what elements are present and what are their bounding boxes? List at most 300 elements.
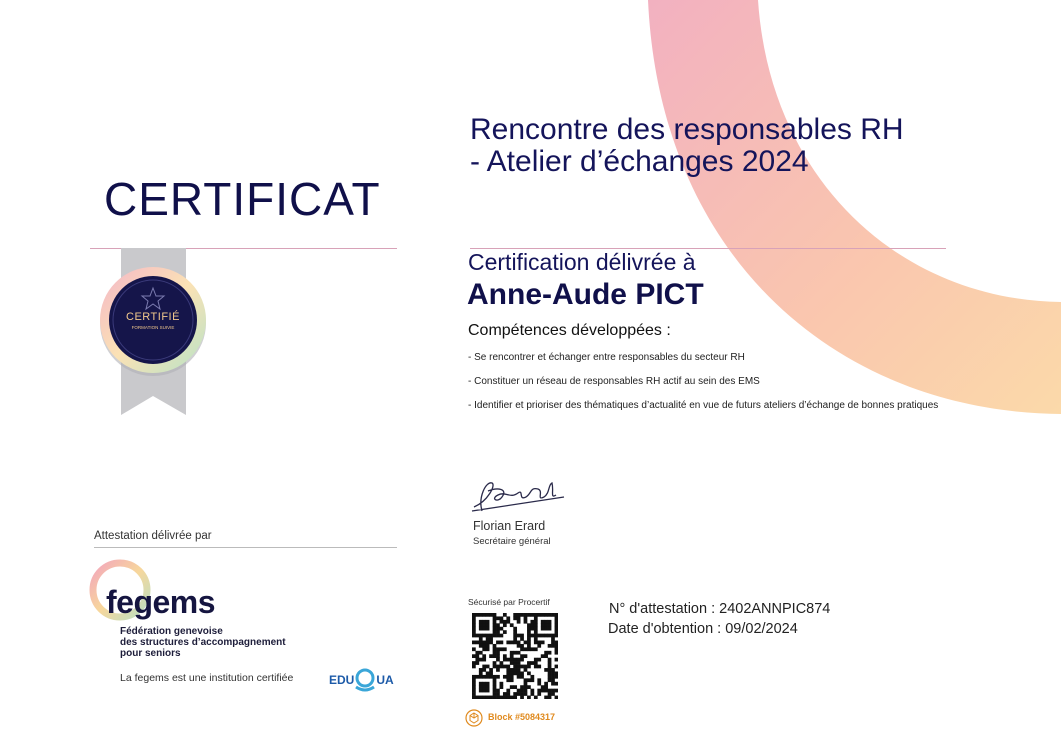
qr-module — [527, 685, 531, 689]
qr-module — [506, 641, 510, 645]
qr-module — [475, 696, 479, 699]
qr-module — [555, 696, 558, 699]
blockchain-cube-icon — [465, 709, 483, 727]
qr-module — [517, 671, 521, 675]
qr-module — [534, 627, 538, 631]
fegems-name-line: Fédération genevoise — [120, 626, 223, 637]
issuer-divider — [94, 547, 397, 548]
qr-module — [486, 620, 490, 624]
qr-module — [520, 637, 524, 641]
qr-module — [479, 634, 483, 638]
qr-module — [482, 634, 486, 638]
qr-module — [496, 668, 500, 672]
qr-module — [527, 623, 531, 627]
certificate-title: CERTIFICAT — [104, 173, 381, 225]
qr-module — [527, 671, 531, 675]
qr-module — [551, 692, 555, 696]
qr-module — [555, 689, 558, 693]
qr-module — [482, 613, 486, 617]
qr-module — [479, 627, 483, 631]
qr-module — [517, 644, 521, 648]
qr-module — [500, 696, 504, 699]
qr-module — [493, 647, 497, 651]
qr-module — [510, 668, 514, 672]
qr-module — [530, 634, 534, 638]
qr-module — [544, 654, 548, 658]
qr-module — [534, 665, 538, 669]
qr-module — [472, 692, 476, 696]
qr-module — [472, 641, 476, 645]
qr-module — [513, 634, 517, 638]
qr-module — [472, 675, 476, 679]
qr-module — [496, 641, 500, 645]
qr-module — [482, 623, 486, 627]
qr-module — [472, 696, 476, 699]
qr-module — [493, 661, 497, 665]
qr-module — [482, 685, 486, 689]
qr-module — [472, 685, 476, 689]
qr-module — [513, 616, 517, 620]
qr-module — [503, 692, 507, 696]
qr-module — [482, 644, 486, 648]
qr-module — [479, 658, 483, 662]
qr-module — [517, 689, 521, 693]
qr-module — [537, 678, 541, 682]
qr-module — [496, 623, 500, 627]
qr-module — [541, 654, 545, 658]
qr-module — [496, 658, 500, 662]
qr-module — [475, 675, 479, 679]
qr-module — [510, 654, 514, 658]
qr-module — [548, 627, 552, 631]
qr-module — [513, 613, 517, 617]
qr-module — [534, 630, 538, 634]
qr-module — [482, 627, 486, 631]
qr-module — [544, 682, 548, 686]
qr-module — [534, 620, 538, 624]
qr-module — [537, 634, 541, 638]
qr-module — [479, 641, 483, 645]
qr-module — [506, 616, 510, 620]
qr-module — [551, 668, 555, 672]
qr-module — [544, 623, 548, 627]
qr-module — [555, 623, 558, 627]
qr-module — [524, 616, 528, 620]
qr-module — [486, 613, 490, 617]
qr-module — [555, 627, 558, 631]
qr-module — [551, 637, 555, 641]
qr-module — [510, 678, 514, 682]
qr-module — [472, 616, 476, 620]
badge-label: CERTIFIÉ — [126, 311, 180, 323]
qr-module — [500, 616, 504, 620]
qr-module — [513, 630, 517, 634]
certified-badge — [95, 248, 215, 418]
qr-module — [544, 627, 548, 631]
recipient-name: Anne-Aude PICT — [467, 278, 704, 311]
qr-module — [524, 668, 528, 672]
qr-module — [527, 637, 531, 641]
qr-module — [482, 665, 486, 669]
qr-module — [544, 634, 548, 638]
qr-module — [527, 665, 531, 669]
qr-module — [503, 658, 507, 662]
qr-module — [479, 675, 483, 679]
qr-module — [496, 696, 500, 699]
qr-module — [489, 634, 493, 638]
qr-module — [506, 671, 510, 675]
qr-module — [482, 689, 486, 693]
block-number: Block #5084317 — [488, 712, 556, 722]
qr-module — [537, 658, 541, 662]
qr-module — [527, 696, 531, 699]
badge-sublabel: FORMATION SUIVIE — [131, 325, 175, 330]
qr-module — [555, 613, 558, 617]
qr-module — [472, 647, 476, 651]
secured-by-label: Sécurisé par Procertif — [468, 597, 550, 607]
qr-module — [500, 647, 504, 651]
qr-module — [548, 620, 552, 624]
qr-module — [517, 692, 521, 696]
qr-module — [551, 689, 555, 693]
skill-item: - Se rencontrer et échanger entre responsables du secteur RH — [468, 352, 745, 363]
qr-module — [475, 651, 479, 655]
qr-module — [475, 654, 479, 658]
qr-module — [555, 620, 558, 624]
qr-module — [520, 613, 524, 617]
qr-module — [503, 620, 507, 624]
qr-module — [513, 668, 517, 672]
qr-module — [489, 613, 493, 617]
qr-module — [489, 654, 493, 658]
qr-module — [493, 696, 497, 699]
qr-module — [541, 689, 545, 693]
attestation-by-label: Attestation délivrée par — [94, 530, 212, 542]
qr-module — [486, 696, 490, 699]
qr-module — [548, 692, 552, 696]
qr-module — [510, 685, 514, 689]
qr-module — [527, 647, 531, 651]
qr-module — [489, 671, 493, 675]
eduqua-q-icon — [354, 668, 376, 692]
qr-module — [486, 634, 490, 638]
qr-module — [541, 627, 545, 631]
qr-module — [496, 654, 500, 658]
qr-module — [520, 671, 524, 675]
qr-module — [496, 630, 500, 634]
qr-module — [541, 623, 545, 627]
qr-module — [493, 692, 497, 696]
qr-module — [493, 613, 497, 617]
qr-module — [506, 689, 510, 693]
qr-module — [544, 620, 548, 624]
qr-module — [500, 641, 504, 645]
qr-module — [500, 627, 504, 631]
qr-module — [493, 651, 497, 655]
signatory-name: Florian Erard — [473, 519, 546, 533]
signatory-role: Secrétaire général — [473, 536, 551, 547]
qr-module — [496, 616, 500, 620]
qr-module — [475, 634, 479, 638]
qr-module — [527, 627, 531, 631]
qr-module — [537, 644, 541, 648]
qr-module — [544, 651, 548, 655]
qr-module — [534, 696, 538, 699]
qr-module — [510, 658, 514, 662]
skill-item: - Constituer un réseau de responsables RH actif au sein des EMS — [468, 376, 760, 387]
qr-module — [555, 634, 558, 638]
qr-module — [534, 641, 538, 645]
qr-module — [493, 685, 497, 689]
qr-module — [524, 678, 528, 682]
qr-module — [527, 644, 531, 648]
qr-module — [517, 661, 521, 665]
qr-module — [534, 637, 538, 641]
qr-module — [520, 692, 524, 696]
qr-module — [486, 682, 490, 686]
qr-module — [555, 641, 558, 645]
qr-module — [517, 613, 521, 617]
qr-module — [493, 682, 497, 686]
qr-module — [472, 613, 476, 617]
qr-module — [513, 671, 517, 675]
qr-module — [527, 634, 531, 638]
qr-module — [548, 658, 552, 662]
qr-module — [520, 644, 524, 648]
course-title-line2: - Atelier d’échanges 2024 — [470, 145, 809, 178]
qr-module — [486, 641, 490, 645]
qr-module — [489, 637, 493, 641]
qr-module — [510, 661, 514, 665]
qr-module — [555, 630, 558, 634]
qr-module — [524, 685, 528, 689]
qr-module — [520, 689, 524, 693]
qr-module — [479, 613, 483, 617]
course-title — [470, 114, 950, 178]
qr-module — [555, 658, 558, 662]
qr-module — [548, 644, 552, 648]
qr-module — [520, 685, 524, 689]
qr-module — [510, 641, 514, 645]
qr-module — [482, 654, 486, 658]
qr-module — [489, 696, 493, 699]
qr-module — [486, 665, 490, 669]
qr-module — [500, 685, 504, 689]
qr-module — [503, 675, 507, 679]
qr-module — [482, 620, 486, 624]
qr-module — [506, 696, 510, 699]
qr-module — [513, 661, 517, 665]
fegems-name-line: des structures d’accompagnement — [120, 637, 286, 648]
qr-module — [513, 637, 517, 641]
qr-module — [520, 665, 524, 669]
qr-module — [544, 685, 548, 689]
qr-module — [555, 644, 558, 648]
qr-module — [551, 641, 555, 645]
qr-module — [548, 689, 552, 693]
qr-module — [513, 658, 517, 662]
qr-module — [524, 613, 528, 617]
qr-module — [524, 689, 528, 693]
qr-module — [503, 613, 507, 617]
qr-module — [534, 623, 538, 627]
qr-module — [548, 613, 552, 617]
qr-module — [520, 658, 524, 662]
qr-module — [555, 616, 558, 620]
fegems-name-line: pour seniors — [120, 648, 181, 659]
qr-module — [472, 623, 476, 627]
qr-module — [551, 644, 555, 648]
qr-module — [517, 658, 521, 662]
qr-module — [524, 654, 528, 658]
qr-module — [524, 647, 528, 651]
qr-module — [500, 634, 504, 638]
qr-module — [475, 613, 479, 617]
qr-module — [513, 696, 517, 699]
qr-module — [551, 671, 555, 675]
qr-module — [496, 692, 500, 696]
qr-module — [548, 668, 552, 672]
attestation-date: Date d'obtention : 09/02/2024 — [608, 621, 798, 637]
qr-module — [496, 647, 500, 651]
qr-module — [517, 668, 521, 672]
qr-module — [506, 665, 510, 669]
qr-module — [493, 654, 497, 658]
qr-module — [496, 627, 500, 631]
qr-module — [530, 689, 534, 693]
fegems-logo-text: fegems — [106, 584, 216, 620]
qr-module — [500, 682, 504, 686]
qr-module — [479, 671, 483, 675]
qr-module — [486, 671, 490, 675]
qr-module — [503, 623, 507, 627]
qr-module — [520, 654, 524, 658]
qr-module — [520, 647, 524, 651]
delivered-to-label: Certification délivrée à — [468, 249, 696, 275]
qr-module — [510, 671, 514, 675]
qr-module — [520, 696, 524, 699]
qr-module — [527, 613, 531, 617]
qr-module — [534, 616, 538, 620]
qr-module — [479, 651, 483, 655]
qr-module — [527, 661, 531, 665]
qr-module — [482, 696, 486, 699]
qr-module — [537, 692, 541, 696]
qr-module — [472, 634, 476, 638]
qr-module — [503, 696, 507, 699]
qr-module — [517, 641, 521, 645]
qr-module — [548, 675, 552, 679]
qr-module — [506, 668, 510, 672]
qr-module — [527, 630, 531, 634]
qr-module — [503, 654, 507, 658]
qr-module — [551, 678, 555, 682]
qr-module — [527, 678, 531, 682]
qr-module — [510, 675, 514, 679]
qr-module — [479, 637, 483, 641]
qr-module — [534, 647, 538, 651]
qr-module — [489, 641, 493, 645]
qr-module — [482, 641, 486, 645]
eduqua-right: UA — [376, 673, 394, 687]
qr-module — [541, 620, 545, 624]
qr-module — [479, 644, 483, 648]
qr-module — [534, 658, 538, 662]
qr-module — [520, 634, 524, 638]
qr-module — [479, 696, 483, 699]
qr-module — [544, 668, 548, 672]
qr-module — [548, 634, 552, 638]
skills-heading: Compétences développées : — [468, 322, 671, 339]
qr-module — [489, 668, 493, 672]
qr-module — [472, 689, 476, 693]
qr-module — [510, 696, 514, 699]
qr-module — [551, 675, 555, 679]
qr-module — [548, 661, 552, 665]
qr-module — [472, 654, 476, 658]
qr-module — [510, 623, 514, 627]
qr-module — [534, 613, 538, 617]
attestation-number: N° d'attestation : 2402ANNPIC874 — [609, 601, 831, 617]
qr-module — [506, 692, 510, 696]
qr-module — [472, 620, 476, 624]
qr-module — [496, 665, 500, 669]
qr-module — [506, 620, 510, 624]
qr-module — [530, 661, 534, 665]
qr-module — [503, 630, 507, 634]
qr-module — [482, 682, 486, 686]
qr-module — [524, 665, 528, 669]
qr-module — [482, 658, 486, 662]
qr-module — [548, 696, 552, 699]
qr-module — [541, 634, 545, 638]
qr-module — [513, 641, 517, 645]
qr-module — [479, 689, 483, 693]
qr-module — [513, 685, 517, 689]
eduqua-left: EDU — [329, 673, 355, 687]
qr-module — [530, 675, 534, 679]
qr-module — [503, 665, 507, 669]
qr-module — [537, 689, 541, 693]
qr-module — [517, 675, 521, 679]
qr-module — [555, 682, 558, 686]
qr-module — [541, 685, 545, 689]
qr-module — [524, 620, 528, 624]
qr-module — [472, 630, 476, 634]
qr-module — [524, 641, 528, 645]
eduqua-logo — [329, 668, 394, 692]
qr-module — [530, 613, 534, 617]
qr-module — [486, 675, 490, 679]
qr-module — [513, 692, 517, 696]
qr-module — [530, 623, 534, 627]
qr-module — [486, 627, 490, 631]
qr-module — [500, 661, 504, 665]
qr-module — [544, 696, 548, 699]
qr-module — [534, 661, 538, 665]
qr-module — [493, 623, 497, 627]
qr-module — [493, 630, 497, 634]
qr-module — [537, 682, 541, 686]
qr-module — [510, 651, 514, 655]
qr-module — [496, 651, 500, 655]
qr-code[interactable] — [472, 613, 558, 699]
qr-module — [486, 689, 490, 693]
qr-module — [486, 623, 490, 627]
qr-module — [506, 658, 510, 662]
qr-module — [475, 641, 479, 645]
qr-module — [530, 647, 534, 651]
